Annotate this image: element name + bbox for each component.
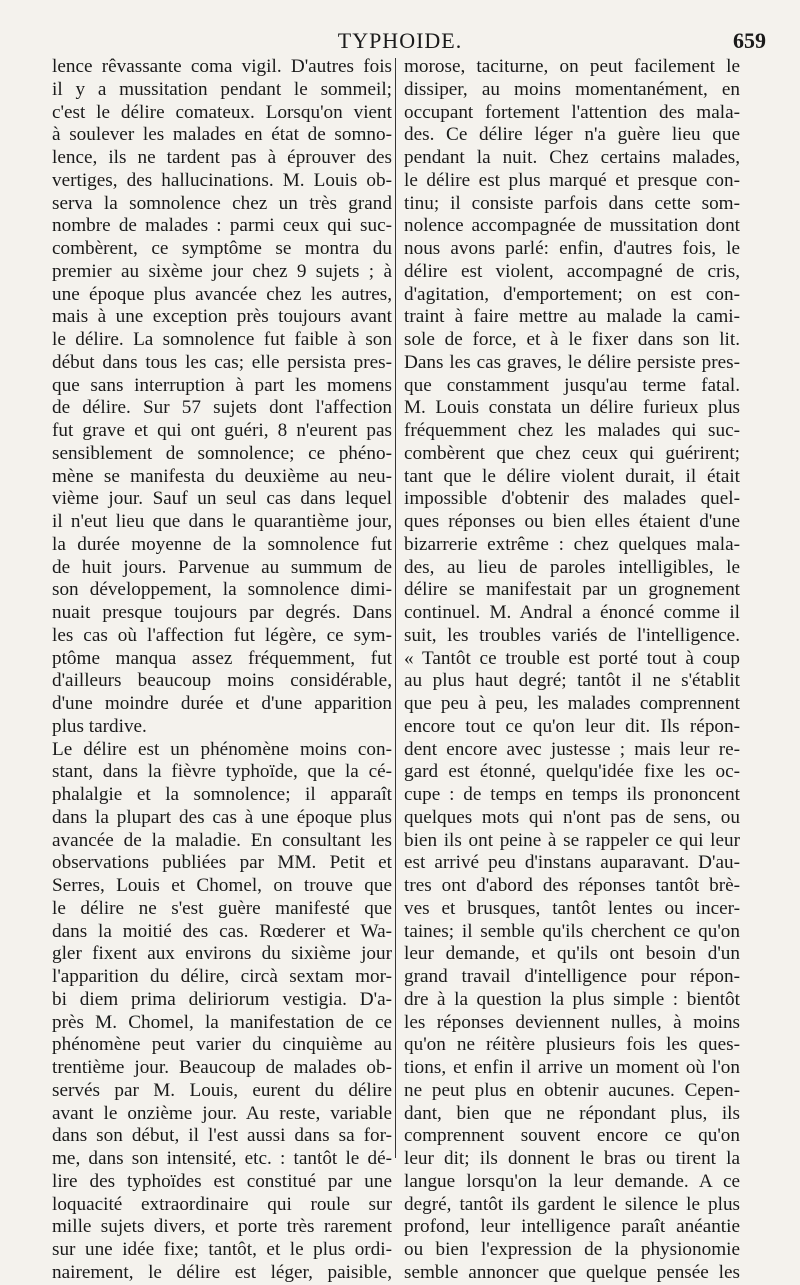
text-line: les cas où l'affection fut légère, ce sym- [52,624,392,646]
column-divider [395,58,396,1158]
text-line: délire se manifestait par un grognement [404,579,740,601]
text-line: la durée moyenne de la somnolence fut [52,533,392,555]
text-line: de délire. Sur 57 sujets dont l'affection [52,397,392,419]
text-line: grand travail d'intelligence pour répon- [404,966,740,987]
text-line: vertiges, des hallucinations. M. Louis ob- [52,169,392,191]
text-line: dent encore avec justesse ; mais leur re- [404,738,740,760]
text-line: d'agitation, d'emportement; on est con- [404,283,740,305]
text-line: M. Louis constata un délire furieux plus [404,397,740,419]
text-line: les réponses deviennent nulles, à moins [404,1011,740,1033]
text-line: encore tout ce qu'on leur dit. Ils répon- [404,715,740,737]
text-line: dans la plupart des cas à une époque plus [52,806,392,828]
text-line: suit, les troubles variés de l'intelligence. [404,624,740,646]
text-line: phénomène peut varier du cinquième au [52,1034,392,1056]
text-line: lire des typhoïdes est constitué par une [52,1170,392,1192]
text-line: bizarrerie extrême : chez quelques mala- [404,533,740,555]
left-text-column [52,56,392,1283]
text-line: tres ont d'abord des réponses tantôt brè- [404,875,740,896]
text-line: me, dans son intensité, etc. : tantôt le dé- [52,1148,392,1169]
text-line: nombre de malades : parmi ceux qui suc- [52,215,392,237]
text-line: trentième jour. Beaucoup de malades ob- [52,1057,392,1078]
page-header [0,28,800,54]
text-line: nolence accompagnée de mussitation dont [404,215,740,237]
text-line: délire est violent, accompagné de cris, [404,260,740,282]
text-line: est arrivé peu d'instans auparavant. D'au- [404,852,740,874]
text-line: tions, et enfin il arrive un moment où l'on [404,1057,740,1078]
text-line: leur demande, et qu'ils ont besoin d'un [404,943,740,965]
page-number: 659 [733,28,766,53]
text-line: fut grave et qui ont guéri, 8 n'eurent pas [52,420,392,441]
right-text-column [404,56,740,1283]
text-line: mille sujets divers, et porte très rarement [52,1216,392,1238]
text-line: lence, ils ne tardent pas à éprouver des [52,147,392,168]
text-line: Le délire est un phénomène moins con- [52,738,392,760]
text-line: stant, dans la fièvre typhoïde, que la cé- [52,761,392,783]
text-line: continuel. M. Andral a énoncé comme il [404,602,740,623]
text-line: le délire ne s'est guère manifesté que [52,897,392,919]
text-line: vième jour. Sauf un seul cas dans lequel [52,488,392,510]
text-line: ves et brusques, tantôt lentes ou incer- [404,897,740,919]
text-line: au plus haut degré; tantôt il ne s'établit [404,670,740,692]
text-line: dant, bien que ne répondant plus, ils [404,1102,740,1124]
text-line: combèrent que chez ceux qui guérirent; [404,442,740,464]
text-line: profond, leur intelligence paraît anéantie [404,1216,740,1238]
text-line: le délire est plus marqué et presque con- [404,169,740,191]
text-line: bien ils ont peine à se rappeler ce qui leur [404,829,740,851]
text-line: bi diem prima deliriorum vestigia. D'a- [52,988,392,1010]
text-line: traint à faire mettre au malade la cami- [404,306,740,328]
text-line: des. Ce délire léger n'a guère lieu que [404,124,740,146]
text-line: langue lorsqu'on la leur demande. A ce [404,1170,740,1192]
text-line: dre à la question la plus simple : bientôt [404,988,740,1010]
text-line: ptôme manqua assez fréquemment, fut [52,647,392,669]
text-line: combèrent, ce symptôme se montra du [52,238,392,259]
text-line: phalalgie et la somnolence; il apparaît [52,784,392,805]
text-line: mais à une exception près toujours avant [52,306,392,328]
text-line: serva la somnolence chez un très grand [52,192,392,214]
text-line: morose, taciturne, on peut facilement le [404,56,740,77]
text-line: début dans tous les cas; elle persista pres- [52,351,392,373]
text-line: il y a mussitation pendant le sommeil; [52,78,392,100]
text-line: nuait presque toujours par degrés. Dans [52,602,392,623]
text-line: nairement, le délire est léger, paisible, [52,1261,392,1283]
text-line: d'une moindre durée et d'une apparition [52,693,392,714]
text-line: que constamment jusqu'au terme fatal. [404,374,740,396]
text-line: leur dit; ils donnent le bras ou tirent la [404,1148,740,1169]
text-line: ne peut plus en obtenir aucunes. Cepen- [404,1079,740,1101]
text-line: fréquemment chez les malades qui suc- [404,420,740,441]
text-line: mène se manifesta du deuxième au neu- [52,465,392,487]
text-line: avant le onzième jour. Au reste, variable [52,1102,392,1124]
text-line: pendant la nuit. Chez certains malades, [404,147,740,168]
text-line: nous avons parlé: enfin, d'autres fois, le [404,238,740,259]
text-line: degré, tantôt ils gardent le silence le plus [404,1193,740,1215]
text-line: sensiblement de somnolence; ce phéno- [52,442,392,464]
text-line: gler fixent aux environs du sixième jour [52,943,392,965]
text-line: Serres, Louis et Chomel, on trouve que [52,875,392,896]
text-line: c'est le délire comateux. Lorsqu'on vient [52,101,392,123]
text-line: avancée de la maladie. En consultant les [52,829,392,851]
text-line: le délire. La somnolence fut faible à son [52,329,392,350]
text-line: loquacité extraordinaire qui roule sur [52,1193,392,1215]
text-line: « Tantôt ce trouble est porté tout à coup [404,647,740,669]
text-line: son développement, la somnolence dimi- [52,579,392,601]
text-line: quelques mots qui n'ont pas de sens, ou [404,806,740,828]
text-line: tant que le délire violent durait, il était [404,465,740,487]
text-line: ques réponses ou bien elles étaient d'une [404,511,740,532]
running-title: TYPHOIDE. [337,28,463,53]
text-line: ou bien l'expression de la physionomie [404,1239,740,1260]
text-line: taines; il semble qu'ils cherchent ce qu'on [404,920,740,942]
text-line: dans la moitié des cas. Rœderer et Wa- [52,920,392,942]
text-line: qu'on ne réitère plusieurs fois les ques- [404,1034,740,1056]
text-line: plus tardive. [52,715,147,737]
text-line: impossible d'obtenir des malades quel- [404,488,740,510]
text-line: cupe : de temps en temps ils prononcent [404,784,740,805]
text-line: gard est étonné, quelqu'idée fixe les oc- [404,761,740,783]
text-line: semble annoncer que quelque pensée les [404,1261,740,1283]
text-line: d'ailleurs beaucoup moins considérable, [52,670,392,692]
text-line: dans son début, il l'est aussi dans sa for- [52,1125,392,1147]
text-line: à soulever les malades en état de somno- [52,124,392,146]
text-line: que peu à peu, les malades comprennent [404,693,740,714]
text-line: des, au lieu de paroles intelligibles, le [404,556,740,578]
text-line: lence rêvassante coma vigil. D'autres fois [52,56,392,77]
text-line: servés par M. Louis, eurent du délire [52,1079,392,1101]
text-line: comprennent souvent encore ce qu'on [404,1125,740,1147]
text-line: près M. Chomel, la manifestation de ce [52,1011,392,1033]
text-line: observations publiées par MM. Petit et [52,852,392,874]
text-line: de huit jours. Parvenue au summum de [52,556,392,578]
text-line: Dans les cas graves, le délire persiste pres- [404,351,740,373]
text-line: l'apparition du délire, circà sextam mor- [52,966,392,987]
text-line: sole de force, et à le fixer dans son lit. [404,329,740,350]
text-line: occupant fortement l'attention des mala- [404,101,740,123]
text-line: que sans interruption à part les momens [52,374,392,396]
text-line: il n'eut lieu que dans le quarantième jour, [52,511,392,532]
text-line: dissiper, au moins momentanément, en [404,78,740,100]
text-line: premier au sixème jour chez 9 sujets ; à [52,260,392,282]
text-line: sur une idée fixe; tantôt, et le plus ordi- [52,1239,392,1260]
text-line: une époque plus avancée chez les autres, [52,283,392,305]
text-line: tinu; il consiste parfois dans cette som- [404,192,740,214]
